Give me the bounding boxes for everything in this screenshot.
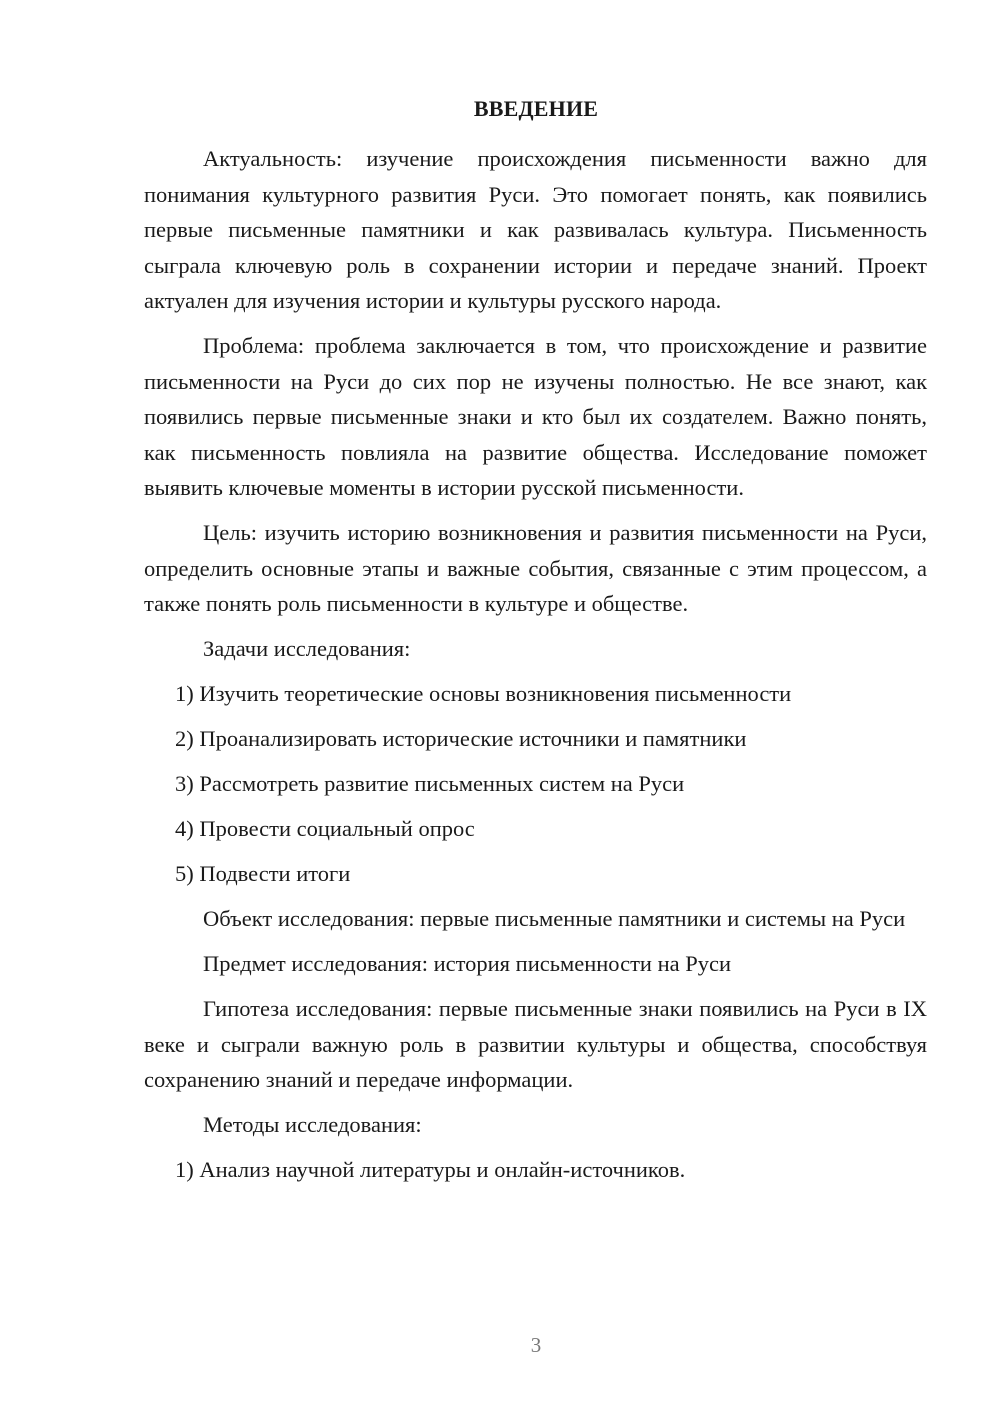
tasks-list xyxy=(144,676,927,892)
list-item: 1) Анализ научной литературы и онлайн-источников. xyxy=(175,1157,686,1182)
hypothesis-paragraph: Гипотеза исследования: первые письменные знаки появились на Руси в IX веке и сыграли важную роль в развитии культуры и общества, способствуя сохранению знаний и передаче информации. xyxy=(144,996,927,1092)
list-item: 3) Рассмотреть развитие письменных систем на Руси xyxy=(175,771,685,796)
list-item: 1) Изучить теоретические основы возникновения письменности xyxy=(175,681,792,706)
tasks-title: Задачи исследования: xyxy=(203,636,411,661)
object-paragraph: Объект исследования: первые письменные памятники и системы на Руси xyxy=(203,906,906,931)
subject-paragraph: Предмет исследования: история письменности на Руси xyxy=(203,951,732,976)
list-item: 5) Подвести итоги xyxy=(175,861,351,886)
page-number: 3 xyxy=(530,1333,542,1357)
section-heading: ВВЕДЕНИЕ xyxy=(473,96,599,121)
goal-paragraph: Цель: изучить историю возникновения и развития письменности на Руси, определить основные этапы и важные события, связанные с этим процессом, а также понять роль письменности в культуре и обществе. xyxy=(144,520,927,616)
methods-title: Методы исследования: xyxy=(203,1112,422,1137)
list-item: 2) Проанализировать исторические источники и памятники xyxy=(175,726,747,751)
problem-paragraph: Проблема: проблема заключается в том, что происхождение и развитие письменности на Руси до сих пор не изучены полностью. Не все знают, как появились первые письменные знаки и кто был их создателем. Важно понять, как письменность повлияла на развитие общества. Исследование поможет выявить ключевые моменты в истории русской письменности. xyxy=(144,333,927,500)
methods-list xyxy=(144,1152,927,1188)
list-item: 4) Провести социальный опрос xyxy=(175,816,475,841)
relevance-paragraph: Актуальность: изучение происхождения письменности важно для понимания культурного развития Руси. Это помогает понять, как появились первые письменные памятники и как развивалась культура. Письменность сыграла ключевую роль в сохранении истории и передаче знаний. Проект актуален для изучения истории и культуры русского народа. xyxy=(144,146,927,313)
document-body xyxy=(144,141,927,1197)
